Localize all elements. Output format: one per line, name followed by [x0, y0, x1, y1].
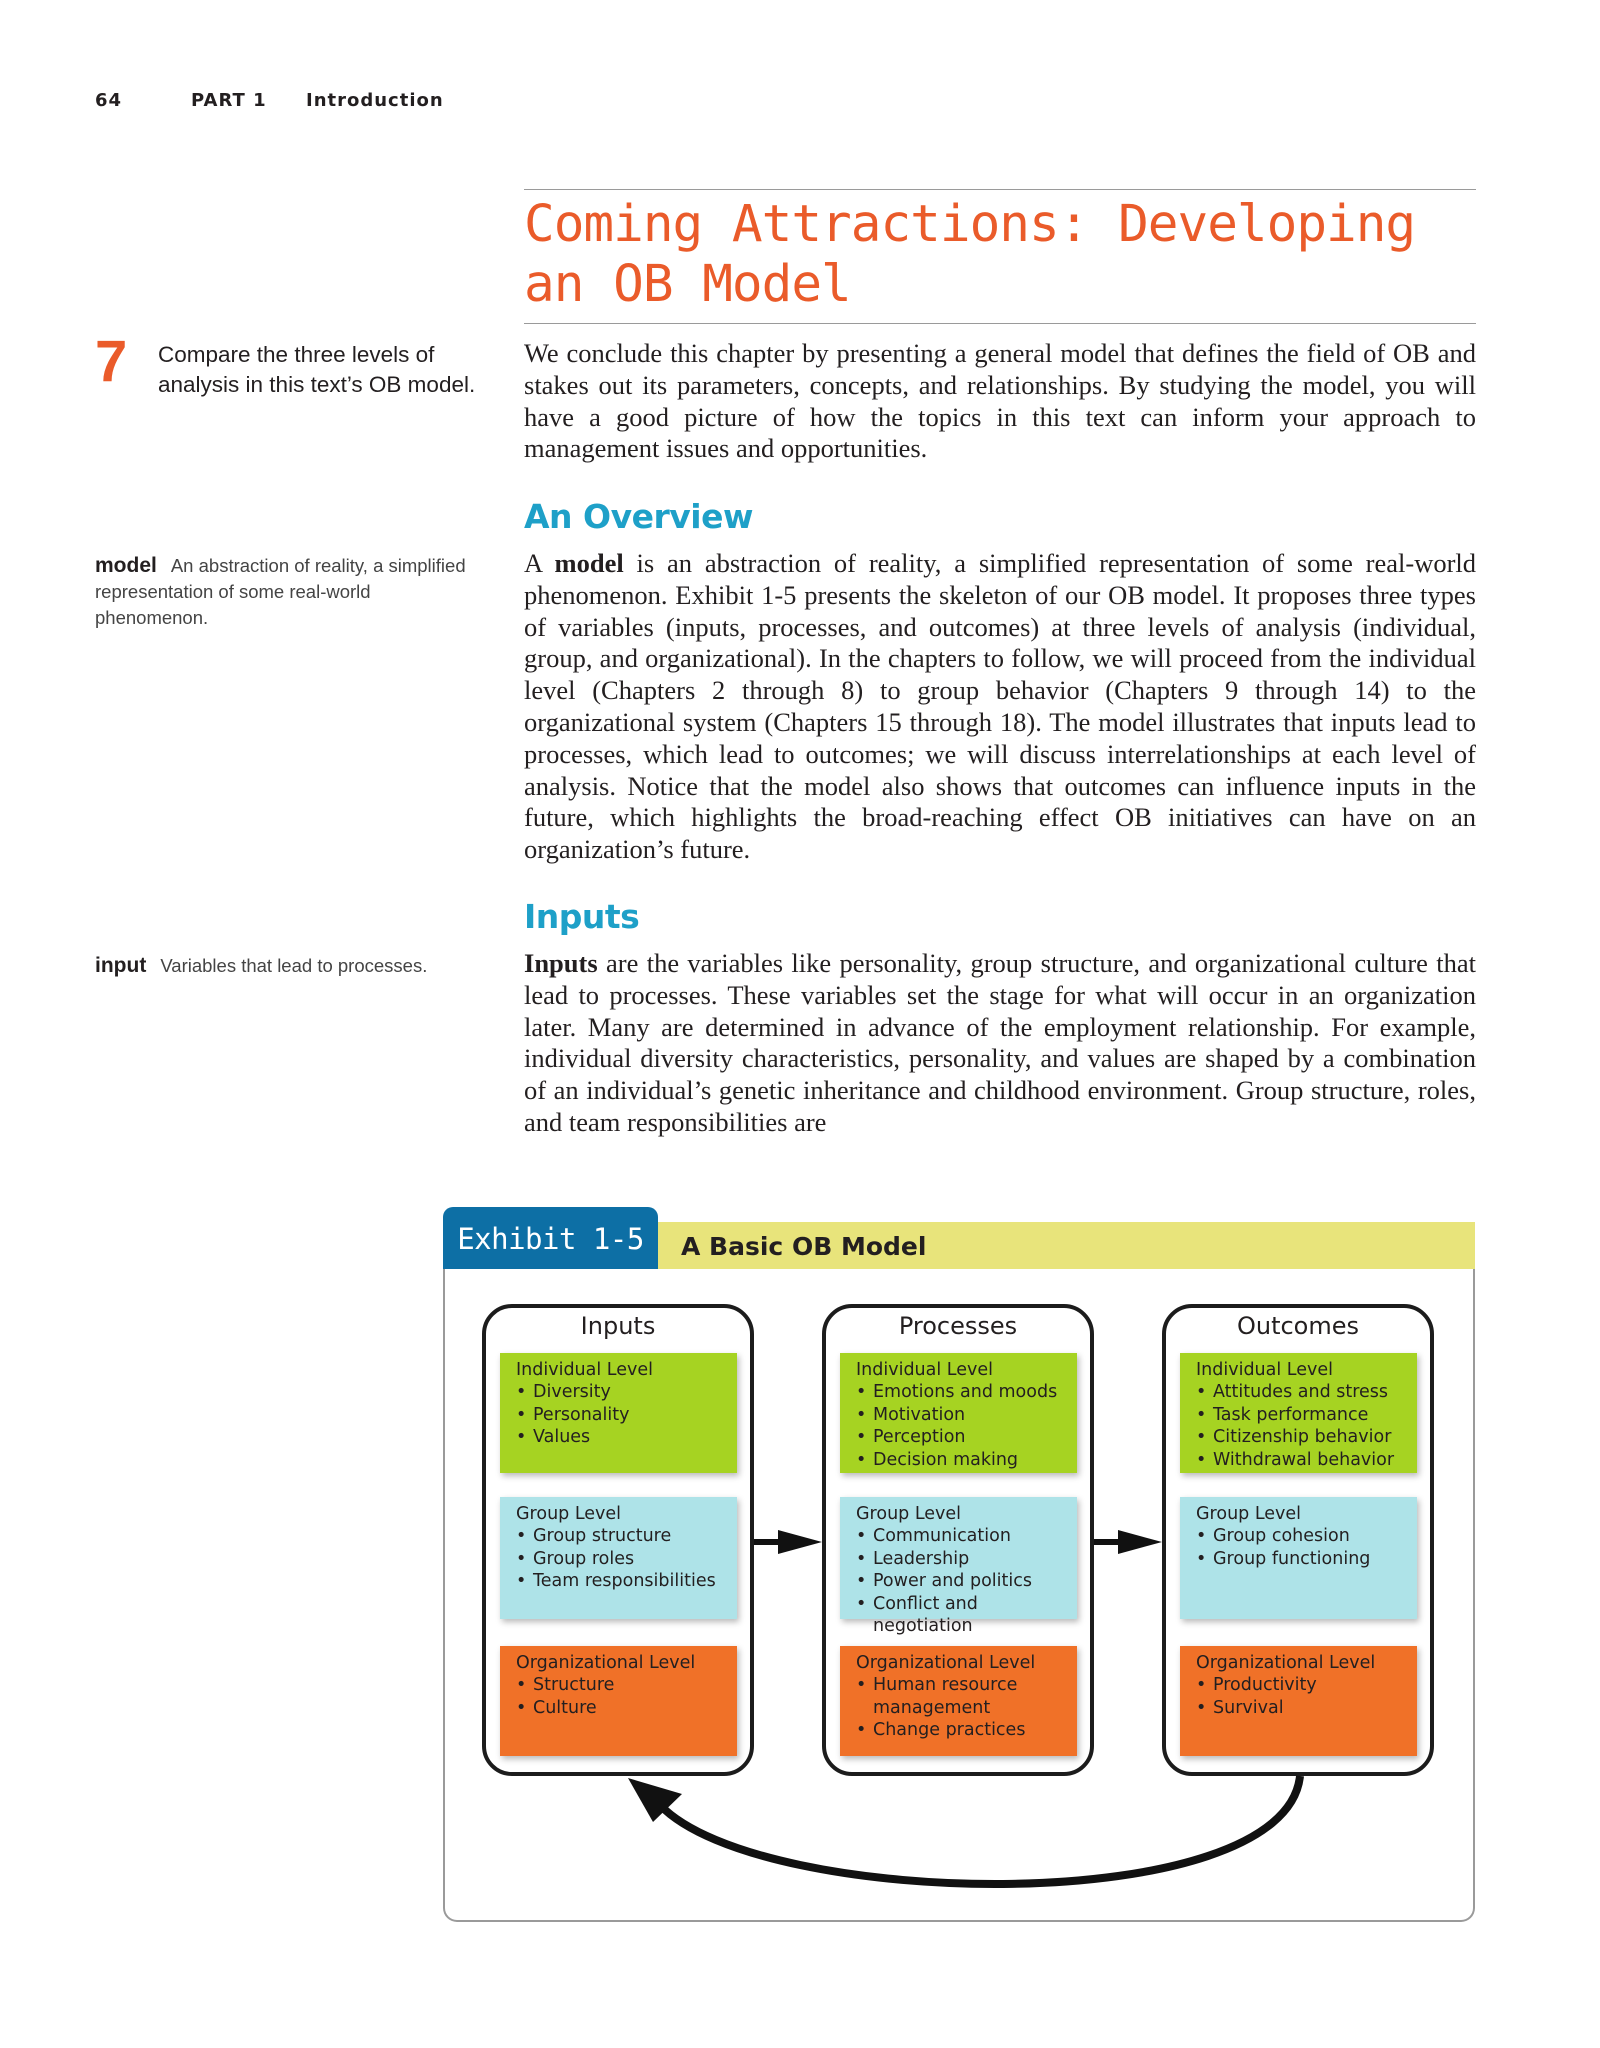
list-item: • Motivation	[856, 1404, 1067, 1426]
margin-definition-input-text: Variables that lead to processes.	[160, 955, 428, 976]
list-item: • Group functioning	[1196, 1548, 1407, 1570]
exhibit-title: A Basic OB Model	[681, 1232, 927, 1261]
list-item: • Power and politics	[856, 1570, 1067, 1592]
list-item: • Withdrawal behavior	[1196, 1449, 1407, 1471]
level-title: Individual Level	[856, 1360, 993, 1380]
list-item: • Change practices	[856, 1719, 1067, 1741]
list-item: • Group structure	[516, 1525, 727, 1547]
level-title: Organizational Level	[516, 1653, 696, 1673]
list-item: • Survival	[1196, 1697, 1407, 1719]
list-item: • Task performance	[1196, 1404, 1407, 1426]
list-item: • Culture	[516, 1697, 727, 1719]
level-title: Group Level	[1196, 1504, 1302, 1524]
learning-objective-text: Compare the three levels of analysis in this text’s OB model.	[158, 342, 476, 397]
level-title: Individual Level	[516, 1360, 653, 1380]
list-item: • Productivity	[1196, 1674, 1407, 1696]
title-line-1: Coming Attractions: Developing	[524, 195, 1416, 254]
learning-objective-number: 7	[95, 329, 128, 394]
arrow-inputs-to-processes	[754, 1530, 822, 1554]
list-item: • Personality	[516, 1404, 727, 1426]
overview-heading: An Overview	[524, 497, 753, 536]
overview-paragraph-text: is an abstraction of reality, a simplified representation of some real-world phenomenon. Exhibit 1-5 presents the skeleton of our OB model. It proposes three types of variables (inputs, processes, and outcomes) at three levels of analysis (individual, group, and organizational). In the chapters to follow, we will proceed from the individual level (Chapters 2 through 8) to group behavior (Chapters 9 through 14) to the organizational system (Chapters 15 through 18). The model illustrates that inputs lead to processes, which lead to outcomes; we will discuss interrelationships at each level of analysis. Notice that the model also shows that outcomes can influence inputs in the future, which highlights the broad-reaching effect OB initiatives can have on an organization’s future.	[524, 548, 1477, 865]
list-item: • Group roles	[516, 1548, 727, 1570]
list-item: • Communication	[856, 1525, 1067, 1547]
margin-term-input: input	[95, 954, 147, 977]
level-title: Individual Level	[1196, 1360, 1333, 1380]
arrow-processes-to-outcomes	[1094, 1530, 1162, 1554]
page-number: 64	[95, 90, 123, 111]
feedback-arrow	[628, 1776, 1300, 1884]
list-item: • Leadership	[856, 1548, 1067, 1570]
inputs-term: Inputs	[524, 948, 598, 978]
margin-term-model: model	[95, 554, 157, 577]
margin-definition-model-text: An abstraction of reality, a simplified representation of some real-world phenomenon.	[95, 555, 466, 628]
intro-paragraph: We conclude this chapter by presenting a general model that defines the field of OB and stakes out its parameters, concepts, and relationships. By studying the model, you will have a good picture of how the topics in this text can inform your approach to management issues and opportunities.	[524, 338, 1476, 464]
overview-lead-article: A	[524, 548, 542, 578]
title-line-2: an OB Model	[524, 255, 851, 314]
level-title: Group Level	[516, 1504, 622, 1524]
list-item: • Decision making	[856, 1449, 1067, 1471]
list-item: • Attitudes and stress	[1196, 1381, 1407, 1403]
inputs-heading: Inputs	[524, 897, 640, 936]
part-label: PART 1	[191, 90, 267, 111]
exhibit-label: Exhibit 1-5	[443, 1207, 658, 1269]
overview-term: model	[554, 548, 624, 578]
list-item: • Team responsibilities	[516, 1570, 727, 1592]
list-item: • Perception	[856, 1426, 1067, 1448]
list-item: • Values	[516, 1426, 727, 1448]
outcomes-column-heading: Outcomes	[1236, 1312, 1360, 1340]
level-title: Group Level	[856, 1504, 962, 1524]
level-title: Organizational Level	[1196, 1653, 1376, 1673]
list-item: • Diversity	[516, 1381, 727, 1403]
list-item: • Emotions and moods	[856, 1381, 1067, 1403]
inputs-paragraph-text: are the variables like personality, group structure, and organizational culture that lead to processes. These variables set the stage for what will occur in an organization later. Many are determined in advance of the employment relationship. For example, individual diversity characteristics, personality, and values are shaped by a combination of an individual’s genetic inheritance and childhood environment. Group structure, roles, and team responsibilities are	[524, 948, 1476, 1137]
list-item: • Citizenship behavior	[1196, 1426, 1407, 1448]
list-item: • Structure	[516, 1674, 727, 1696]
processes-column-heading: Processes	[898, 1312, 1018, 1340]
level-title: Organizational Level	[856, 1653, 1036, 1673]
list-item: • Human resource management	[856, 1674, 1067, 1719]
section-label: Introduction	[306, 90, 444, 111]
inputs-column-heading: Inputs	[580, 1312, 656, 1340]
list-item: • Conflict and negotiation	[856, 1593, 1067, 1638]
list-item: • Group cohesion	[1196, 1525, 1407, 1547]
